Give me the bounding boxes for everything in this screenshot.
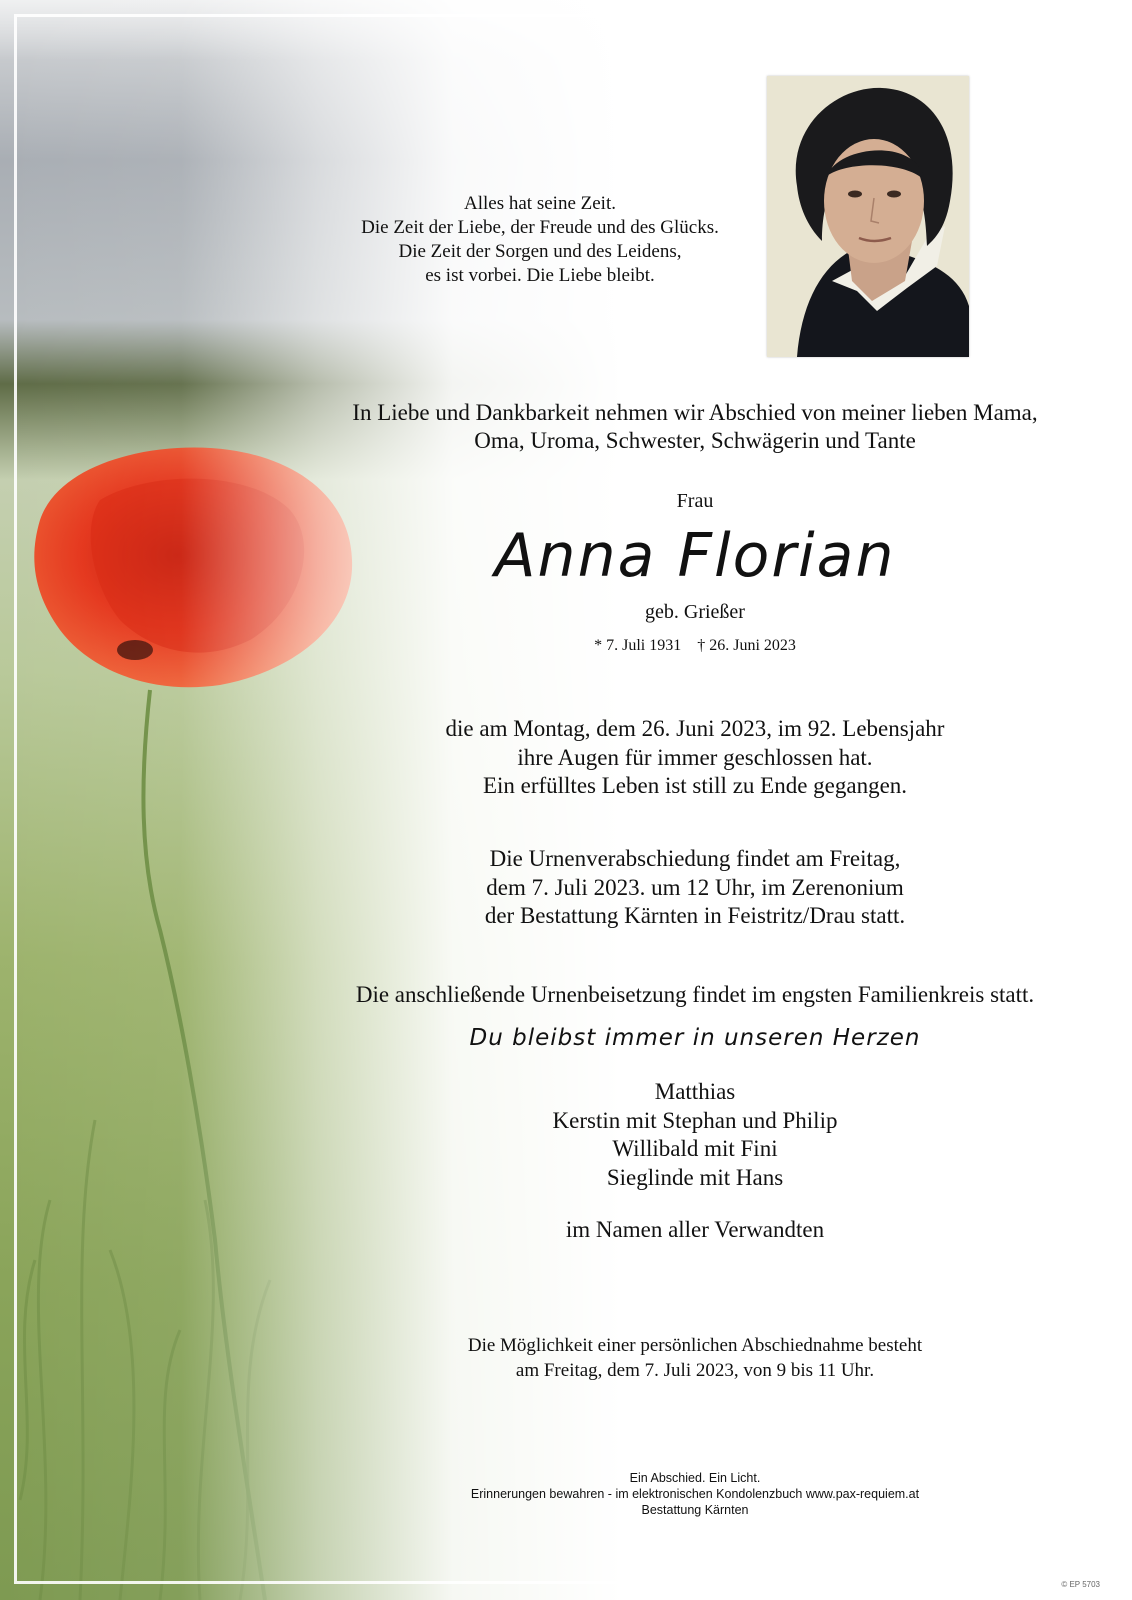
- signer: Willibald mit Fini: [612, 1136, 778, 1161]
- viewing-line: am Freitag, dem 7. Juli 2023, von 9 bis 11 Uhr.: [515, 1360, 875, 1381]
- death-notice-paragraph: [320, 715, 1070, 801]
- viewing-line: Die Möglichkeit einer persönlichen Abschiednahme besteht: [467, 1335, 923, 1356]
- footer-line: Ein Abschied. Ein Licht.: [629, 1471, 761, 1485]
- paragraph-line: dem 7. Juli 2023. um 12 Uhr, im Zerenonium: [486, 874, 904, 900]
- paragraph-line: der Bestattung Kärnten in Feistritz/Drau statt.: [484, 903, 906, 928]
- paragraph-line: die am Montag, dem 26. Juni 2023, im 92. Lebensjahr: [445, 716, 945, 741]
- footer: [320, 1470, 1070, 1518]
- intro-line: In Liebe und Dankbarkeit nehmen wir Abschied von meiner lieben Mama,: [352, 400, 1038, 425]
- signer: Matthias: [654, 1079, 736, 1104]
- quote-line: Alles hat seine Zeit.: [464, 193, 616, 214]
- intro-line: Oma, Uroma, Schwester, Schwägerin und Tante: [474, 428, 916, 453]
- birth-name: geb. Grießer: [645, 601, 745, 623]
- portrait-photo: [767, 76, 969, 357]
- signers-list: [320, 1078, 1070, 1192]
- quote-line: es ist vorbei. Die Liebe bleibt.: [425, 265, 655, 286]
- paragraph-line: ihre Augen für immer geschlossen hat.: [517, 744, 873, 770]
- burial-paragraph: Die anschließende Urnenbeisetzung findet im engsten Familienkreis statt.: [355, 982, 1035, 1007]
- salutation: Frau: [676, 490, 714, 512]
- intro-text: [320, 399, 1070, 455]
- paragraph-line: Ein erfülltes Leben ist still zu Ende gegangen.: [482, 773, 908, 798]
- signer: Sieglinde mit Hans: [606, 1164, 784, 1190]
- signer: Kerstin mit Stephan und Philip: [552, 1107, 838, 1133]
- on-behalf-text: im Namen aller Verwandten: [565, 1217, 825, 1242]
- viewing-notice: [320, 1333, 1070, 1383]
- life-dates: [320, 636, 1070, 656]
- ceremony-paragraph: [320, 845, 1070, 931]
- paragraph-line: Die Urnenverabschiedung findet am Freitag,: [489, 846, 901, 871]
- quote: [325, 192, 755, 288]
- footer-line: Bestattung Kärnten: [641, 1503, 749, 1517]
- motto: Du bleibst immer in unseren Herzen: [469, 1025, 921, 1051]
- footer-line: Erinnerungen bewahren - im elektronischen Kondolenzbuch www.pax-requiem.at: [470, 1487, 920, 1501]
- deceased-name: Anna Florian: [494, 521, 896, 591]
- death-date: † 26. Juni 2023: [697, 637, 796, 654]
- birth-date: * 7. Juli 1931: [594, 637, 682, 654]
- quote-line: Die Zeit der Liebe, der Freude und des Glücks.: [361, 217, 719, 238]
- quote-line: Die Zeit der Sorgen und des Leidens,: [398, 241, 682, 262]
- print-code: © EP 5703: [1061, 1580, 1100, 1589]
